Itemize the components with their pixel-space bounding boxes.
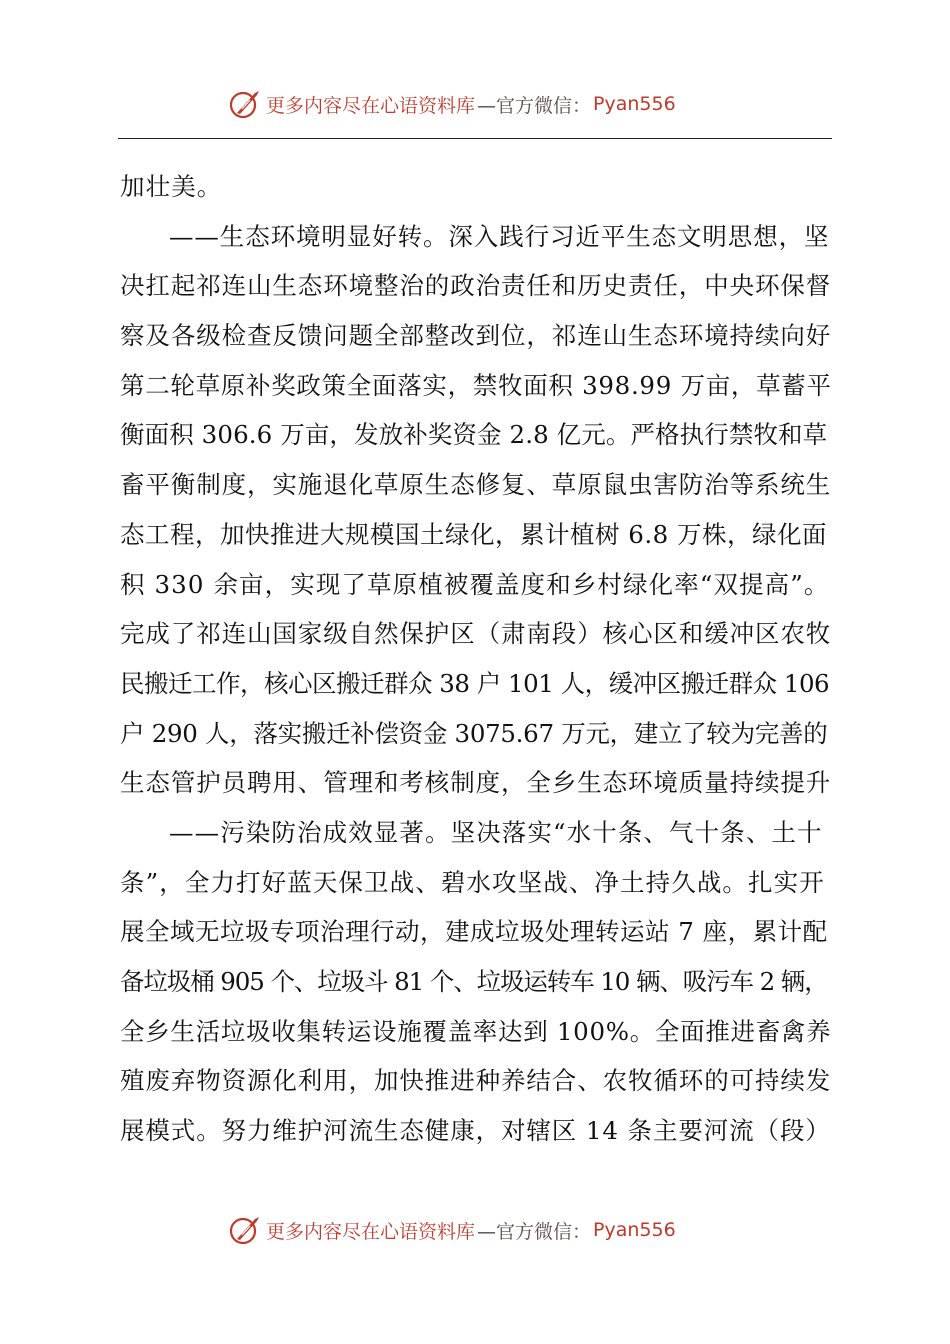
text-line: 备垃圾桶 905 个、垃圾斗 81 个、垃圾运转车 10 辆、吸污车 2 辆， (120, 967, 828, 996)
text-line: 展模式。努力维护河流生态健康，对辖区 14 条主要河流（段） (120, 1116, 831, 1146)
text-line: 全乡生活垃圾收集转运设施覆盖率达到 100%。全面推进畜禽养 (120, 1016, 832, 1046)
text-line: ——污染防治成效显著。坚决落实“水十条、气十条、土十 (169, 817, 823, 847)
text-line: 畜平衡制度，实施退化草原生态修复、草原鼠虫害防治等系统生 (120, 470, 832, 500)
text-line: 加壮美。 (120, 172, 223, 201)
text-line: 展全域无垃圾专项治理行动，建成垃圾处理转运站 7 座，累计配 (120, 917, 828, 947)
header-watermark (228, 84, 676, 124)
banner-text: 更多内容尽在心语资料库 (266, 1220, 476, 1243)
text-line: 决扛起祁连山生态环境整治的政治责任和历史责任，中央环保督 (120, 271, 832, 301)
text-line: 衡面积 306.6 万亩，发放补奖资金 2.8 亿元。严格执行禁牧和草 (120, 420, 828, 450)
text-line: 态工程，加快推进大规模国土绿化，累计植树 6.8 万株，绿化面 (120, 519, 828, 549)
text-line: 民搬迁工作，核心区搬迁群众 38 户 101 人，缓冲区搬迁群众 106 (120, 668, 830, 698)
footer-watermark (228, 1210, 676, 1250)
header-divider (118, 138, 832, 139)
banner-separator: —官方微信： (477, 94, 592, 117)
banner-separator: —官方微信： (477, 1220, 592, 1243)
banner-handle: Pyan556 (593, 1219, 676, 1241)
text-line: 积 330 余亩，实现了草原植被覆盖度和乡村绿化率“双提高”。 (120, 569, 830, 599)
banner-handle: Pyan556 (593, 93, 676, 115)
text-line: 殖废弃物资源化利用，加快推进种养结合、农牧循环的可持续发 (120, 1066, 832, 1096)
quill-logo-icon (228, 87, 262, 121)
document-body (120, 162, 832, 1156)
quill-logo-icon (228, 1213, 262, 1247)
text-line: 条”，全力打好蓝天保卫战、碧水攻坚战、净土持久战。扎实开 (120, 867, 825, 897)
text-line: ——生态环境明显好转。深入践行习近平生态文明思想，坚 (169, 221, 830, 251)
text-line: 完成了祁连山国家级自然保护区（肃南段）核心区和缓冲区农牧 (120, 619, 832, 649)
text-line: 察及各级检查反馈问题全部整改到位，祁连山生态环境持续向好 (120, 321, 832, 351)
text-line: 生态管护员聘用、管理和考核制度，全乡生态环境质量持续提升 (120, 768, 832, 798)
banner-text: 更多内容尽在心语资料库 (266, 94, 476, 117)
text-line: 第二轮草原补奖政策全面落实，禁牧面积 398.99 万亩，草蓄平 (120, 370, 832, 400)
text-line: 户 290 人，落实搬迁补偿资金 3075.67 万元，建立了较为完善的 (120, 718, 828, 748)
